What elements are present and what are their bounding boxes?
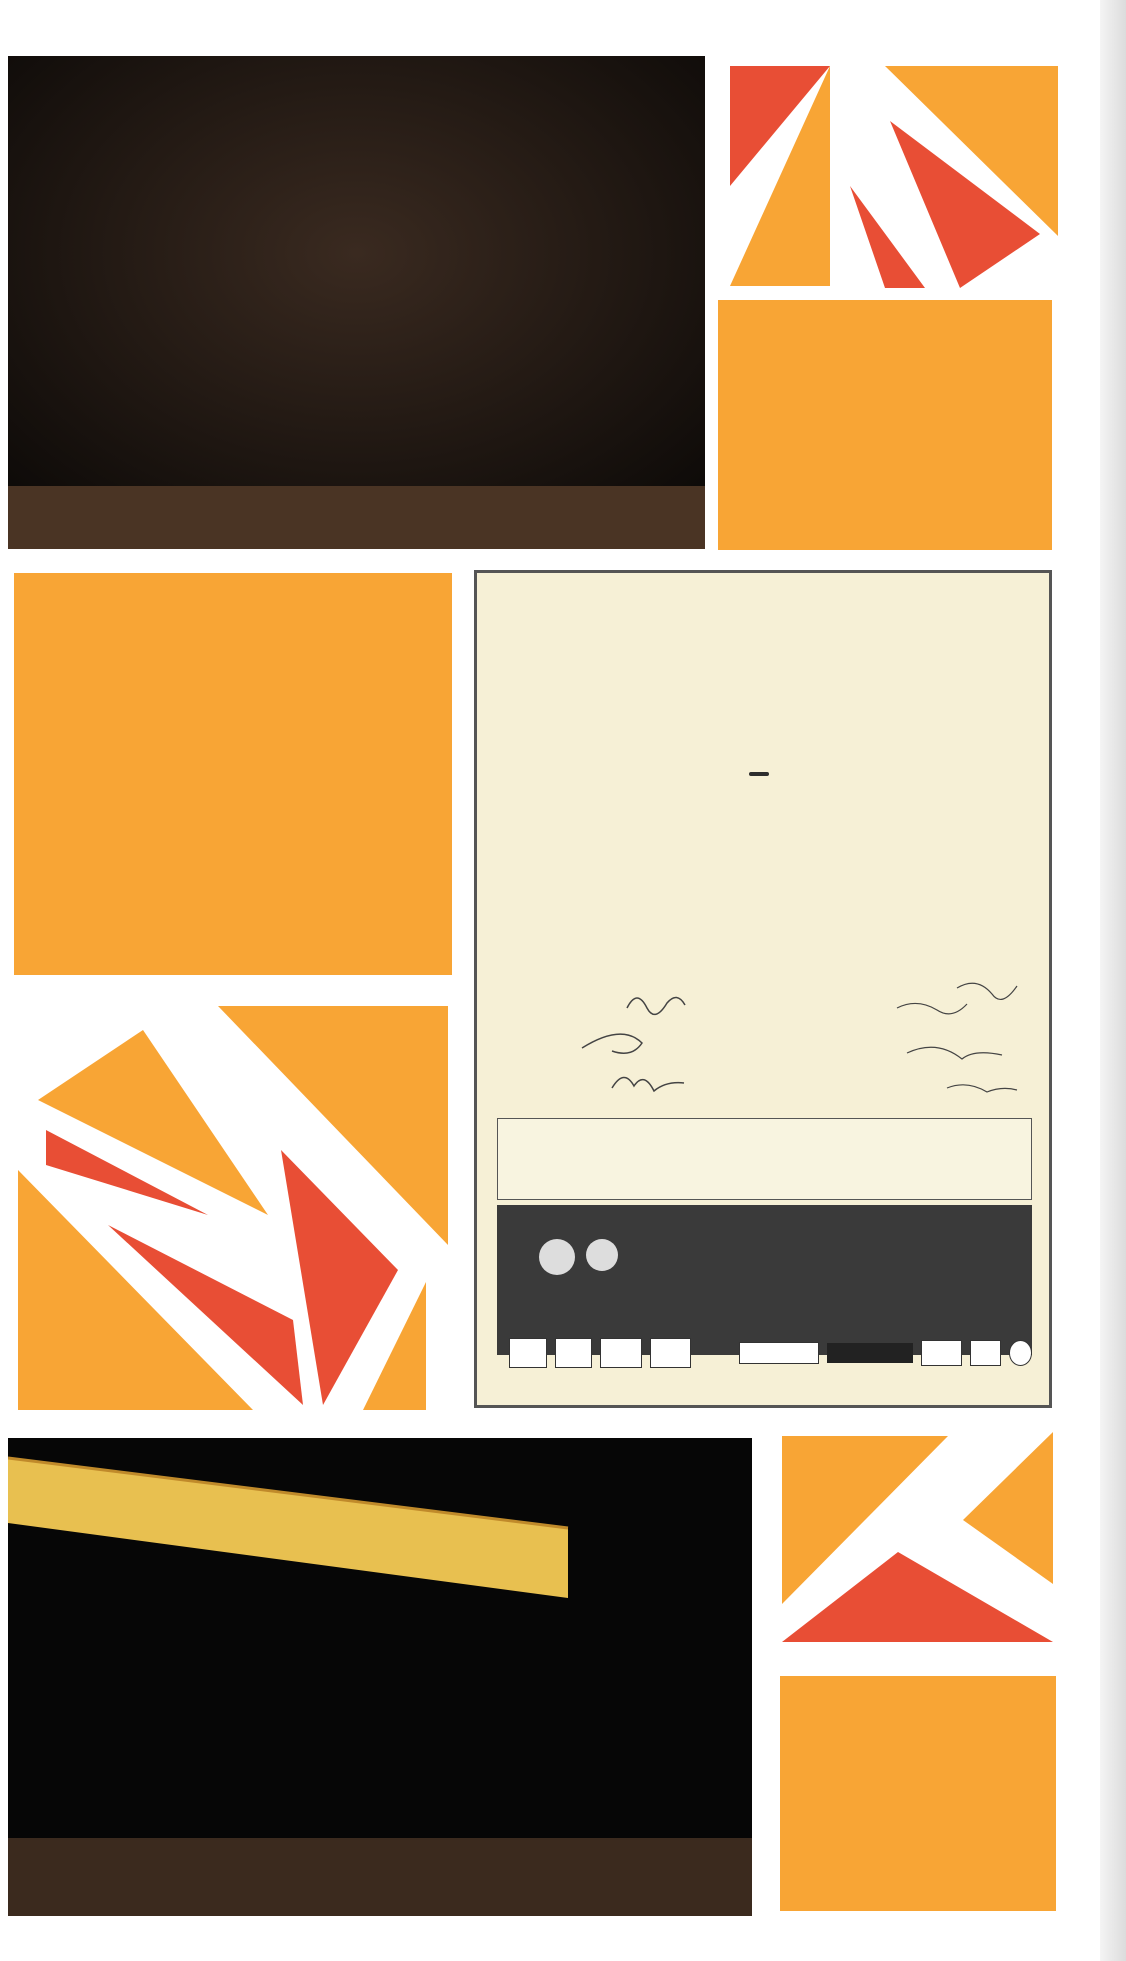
page-edge <box>1100 0 1126 1961</box>
dancers-illustration <box>8 56 705 549</box>
sponsor-logo <box>1009 1340 1032 1366</box>
sponsor-logo <box>555 1338 593 1368</box>
sponsor-logo <box>509 1338 547 1368</box>
sponsor-logo-mdk <box>600 1338 641 1368</box>
diploma-logo <box>547 763 987 781</box>
caption-box-bottom <box>780 1676 1056 1911</box>
decorative-triangles-bottom <box>778 1432 1058 1652</box>
dance-photo-bottom <box>8 1438 752 1916</box>
diploma-logo-text <box>749 772 769 776</box>
sponsor-logo-dziennik <box>827 1343 913 1363</box>
diploma-scan <box>474 570 1052 1408</box>
sponsor-logo-tvp <box>739 1342 819 1364</box>
decorative-triangles-top <box>720 56 1060 288</box>
press-clipping <box>497 1118 1032 1200</box>
stage-illustration <box>8 1438 752 1916</box>
dance-photo-top <box>8 56 705 549</box>
sponsor-logo <box>921 1340 962 1366</box>
decorative-triangles-left <box>18 1000 450 1410</box>
sponsor-logo <box>970 1340 1001 1366</box>
sponsor-logos <box>497 1333 1032 1373</box>
title-box <box>14 573 452 975</box>
signatures-graphic <box>477 953 1052 1113</box>
caption-box-top <box>718 300 1052 550</box>
sponsor-logo <box>650 1338 691 1368</box>
